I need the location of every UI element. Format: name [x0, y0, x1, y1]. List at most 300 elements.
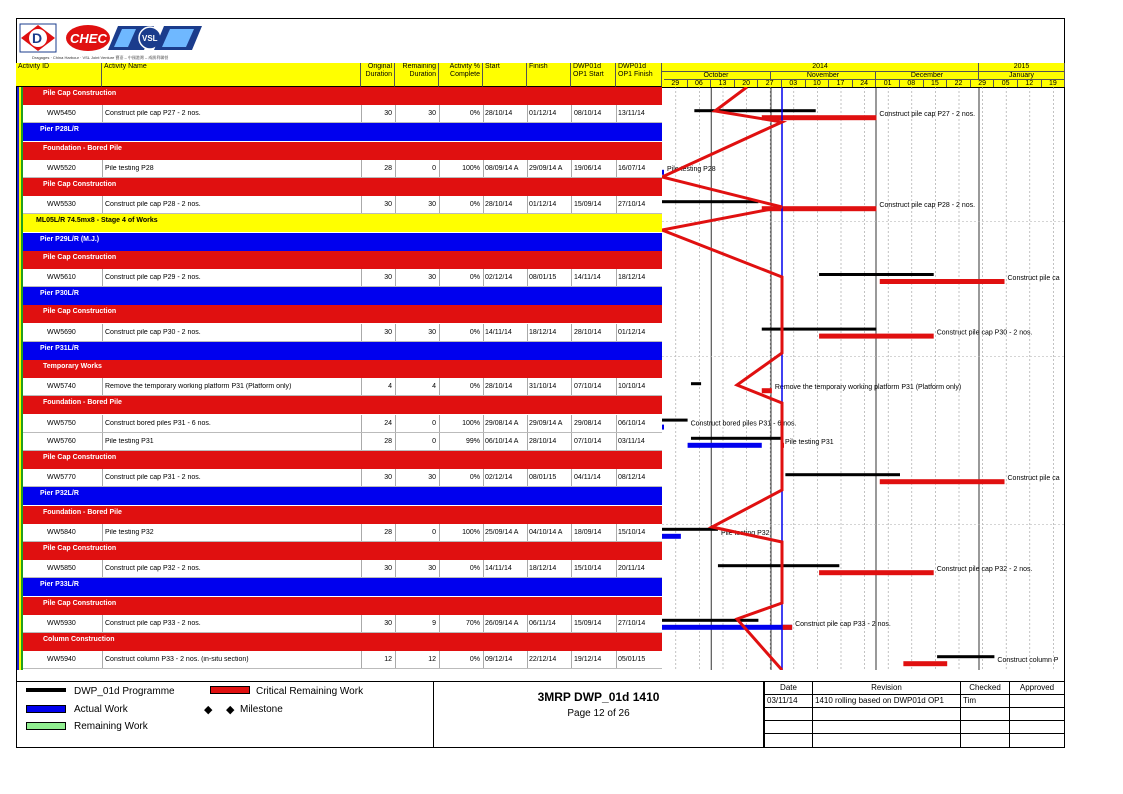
- column-divider: [483, 415, 484, 432]
- logo-vsl-text: VSL: [142, 34, 158, 43]
- critical-remaining-bar: [880, 479, 1005, 484]
- cell-op1-start: 19/12/14: [574, 656, 602, 664]
- programme-bar: [785, 473, 900, 476]
- revision-empty-cell: [961, 708, 1010, 721]
- cell-activity-name: Pile testing P31: [105, 437, 154, 445]
- column-divider: [527, 160, 528, 177]
- cell-activity-name: Construct bored piles P31 - 6 nos.: [105, 419, 211, 427]
- timescale-week: 24: [853, 79, 877, 87]
- gantt-bar-label: Pile testing P28: [667, 165, 716, 173]
- column-divider: [483, 651, 484, 668]
- actual-work-bar: [688, 443, 762, 448]
- group-band[interactable]: [23, 233, 662, 251]
- cell-finish: 31/10/14: [529, 383, 557, 391]
- timescale-week: 29: [664, 79, 688, 87]
- progress-line: [662, 87, 782, 670]
- timescale-week: 20: [735, 79, 759, 87]
- cell-op1-finish: 16/07/14: [618, 164, 646, 172]
- cell-remaining-duration: 30: [428, 474, 436, 482]
- group-band[interactable]: [23, 451, 662, 469]
- cell-activity-id: WW5760: [47, 437, 76, 445]
- cell-original-duration: 30: [384, 274, 392, 281]
- critical-remaining-bar: [819, 334, 934, 339]
- programme-bar: [662, 200, 758, 203]
- title-block: [434, 681, 764, 748]
- column-divider: [527, 524, 528, 541]
- cell-original-duration: 28: [384, 437, 392, 445]
- cell-op1-finish: 20/11/14: [618, 565, 645, 573]
- cell-activity-complete: 70%: [465, 619, 480, 627]
- column-divider: [527, 105, 528, 122]
- group-band[interactable]: [23, 251, 662, 269]
- cell-op1-start: 15/09/14: [574, 619, 602, 627]
- critical-remaining-bar: [819, 570, 934, 575]
- group-band[interactable]: [23, 633, 662, 651]
- group-band-label: Pier P33L/R: [40, 581, 79, 589]
- cell-activity-id: WW5690: [47, 328, 76, 336]
- logo-d-letter: D: [32, 30, 43, 46]
- revision-header-checked: Checked: [961, 682, 1010, 695]
- column-divider: [527, 415, 528, 432]
- group-band[interactable]: [23, 360, 662, 378]
- cell-activity-name: Construct pile cap P32 - 2 nos.: [105, 565, 201, 573]
- cell-op1-start: 19/06/14: [574, 164, 602, 172]
- timescale-week: 17: [829, 79, 853, 87]
- cell-start: 02/12/14: [485, 474, 513, 482]
- cell-start: 14/11/14: [485, 565, 512, 573]
- page-number: Page 12 of 26: [567, 708, 630, 719]
- timescale-week: 06: [688, 79, 712, 87]
- revision-row-checked: Tim: [961, 695, 1010, 708]
- cell-activity-name: Construct pile cap P33 - 2 nos.: [105, 619, 201, 627]
- revision-empty-cell: [961, 734, 1010, 748]
- cell-op1-finish: 01/12/14: [618, 328, 646, 336]
- cell-original-duration: 28: [384, 164, 392, 172]
- column-divider: [616, 196, 617, 213]
- cell-original-duration: 12: [384, 656, 392, 664]
- group-band[interactable]: [23, 597, 662, 615]
- cell-op1-start: 07/10/14: [574, 383, 602, 391]
- legend-programme-swatch: [26, 688, 66, 692]
- group-band[interactable]: [23, 87, 662, 105]
- critical-remaining-bar: [903, 661, 947, 666]
- column-divider: [571, 415, 572, 432]
- cell-op1-finish: 08/12/14: [618, 474, 646, 482]
- column-divider: [483, 196, 484, 213]
- column-divider: [483, 105, 484, 122]
- gantt-bar-label: Construct pile cap P28 - 2 nos.: [879, 202, 976, 210]
- column-divider: [616, 378, 617, 395]
- cell-activity-name: Construct pile cap P29 - 2 nos.: [105, 274, 201, 281]
- cell-activity-id: WW5450: [47, 110, 76, 118]
- column-divider: [571, 469, 572, 486]
- actual-work-bar: [662, 625, 792, 630]
- column-divider: [571, 433, 572, 450]
- cell-op1-start: 18/09/14: [574, 528, 602, 536]
- group-band[interactable]: [23, 342, 662, 360]
- table-row[interactable]: [23, 415, 662, 433]
- column-divider: [616, 651, 617, 668]
- column-divider: [483, 469, 484, 486]
- cell-op1-finish: 27/10/14: [618, 619, 646, 627]
- gantt-bar-label: Pile testing P32: [720, 529, 770, 537]
- cell-remaining-duration: 0: [432, 419, 436, 427]
- cell-original-duration: 28: [384, 528, 392, 536]
- column-divider: [571, 269, 572, 286]
- header-original-duration-line1: Original: [367, 63, 392, 70]
- programme-bar: [937, 655, 994, 658]
- cell-finish: 01/12/14: [529, 110, 557, 118]
- column-divider: [616, 415, 617, 432]
- programme-bar: [718, 564, 839, 567]
- cell-remaining-duration: 30: [428, 328, 436, 336]
- group-band[interactable]: [23, 142, 662, 160]
- group-band[interactable]: [23, 178, 662, 196]
- group-band-label: Column Construction: [43, 636, 115, 643]
- legend-programme-label: DWP_01d Programme: [74, 686, 175, 697]
- timescale-year-2014: 2014: [662, 63, 979, 71]
- gantt-bar-label: Construct pile cap P32 - 2 nos.: [936, 566, 1033, 574]
- header-activity-id[interactable]: Activity ID: [16, 63, 102, 87]
- group-band-label: Pile Cap Construction: [43, 308, 117, 316]
- column-divider: [483, 524, 484, 541]
- programme-bar: [691, 437, 782, 440]
- legend-milestone-label: Milestone: [240, 704, 283, 715]
- cell-activity-complete: 100%: [462, 164, 480, 172]
- group-band-label: Foundation - Bored Pile: [43, 508, 122, 516]
- cell-activity-id: WW5850: [47, 565, 76, 573]
- cell-activity-complete: 0%: [469, 328, 480, 336]
- cell-start: 08/09/14 A: [485, 164, 519, 172]
- cell-activity-id: WW5610: [47, 274, 76, 281]
- cell-activity-complete: 99%: [465, 437, 480, 445]
- actual-work-bar: [662, 425, 664, 430]
- revision-empty-cell: [813, 708, 961, 721]
- cell-activity-id: WW5840: [47, 528, 76, 536]
- timescale-week: 12: [1018, 79, 1042, 87]
- timescale-week: 01: [876, 79, 900, 87]
- gantt-bar-label: Construct column P: [997, 657, 1059, 665]
- column-divider: [616, 160, 617, 177]
- cell-start: 26/09/14 A: [485, 619, 519, 627]
- revision-empty-cell: [1010, 708, 1065, 721]
- programme-bar: [819, 273, 934, 276]
- legend-milestone-diamond-icon: ◆: [204, 704, 213, 716]
- revision-table: [764, 681, 1065, 748]
- revision-empty-cell: [1010, 734, 1065, 748]
- column-divider: [527, 651, 528, 668]
- table-row[interactable]: [23, 651, 662, 669]
- revision-empty-cell: [764, 708, 813, 721]
- cell-activity-name: Construct column P33 - 2 nos. (in-situ section): [105, 656, 249, 664]
- cell-remaining-duration: 30: [428, 274, 436, 281]
- cell-op1-start: 15/09/14: [574, 201, 602, 209]
- header-activity-name[interactable]: Activity Name: [102, 63, 361, 87]
- group-band-label: ML05L/R 74.5mx8 - Stage 4 of Works: [36, 217, 158, 225]
- revision-header-revision: Revision: [813, 682, 961, 695]
- revision-empty-cell: [764, 721, 813, 734]
- cell-activity-complete: 0%: [469, 656, 480, 664]
- cell-remaining-duration: 0: [432, 528, 436, 536]
- cell-start: 28/10/14: [485, 110, 513, 118]
- actual-work-bar: [662, 534, 681, 539]
- programme-bar: [662, 619, 758, 622]
- column-divider: [527, 433, 528, 450]
- cell-activity-id: WW5770: [47, 474, 76, 482]
- timescale-week: 13: [711, 79, 735, 87]
- table-row[interactable]: [23, 524, 662, 542]
- cell-activity-complete: 0%: [469, 274, 480, 281]
- timescale-month-december: December: [876, 71, 979, 79]
- cell-op1-finish: 15/10/14: [618, 528, 646, 536]
- gantt-bar-label: Remove the temporary working platform P31 (Platform only): [774, 384, 962, 392]
- cell-finish: 08/01/15: [529, 274, 557, 281]
- cell-activity-complete: 0%: [469, 565, 480, 573]
- cell-remaining-duration: 12: [428, 656, 436, 664]
- header-op1-finish[interactable]: [616, 63, 662, 87]
- header-remaining-duration-line1: Remaining: [402, 63, 436, 70]
- timescale-week: 05: [994, 79, 1018, 87]
- critical-remaining-bar: [880, 279, 1005, 284]
- table-row[interactable]: [23, 196, 662, 214]
- group-band-label: Pile Cap Construction: [43, 599, 117, 607]
- cell-finish: 01/12/14: [529, 201, 557, 209]
- gantt-svg: [662, 87, 1065, 670]
- programme-bar: [662, 419, 688, 422]
- cell-activity-name: Construct pile cap P31 - 2 nos.: [105, 474, 201, 482]
- cell-finish: 08/01/15: [529, 474, 557, 482]
- programme-bar: [691, 382, 701, 385]
- table-row[interactable]: [23, 378, 662, 396]
- gantt-chart: [662, 87, 1065, 670]
- column-divider: [571, 378, 572, 395]
- gantt-timescale: [662, 63, 1065, 88]
- cell-remaining-duration: 30: [428, 201, 436, 209]
- cell-start: 28/10/14: [485, 383, 513, 391]
- group-band[interactable]: [23, 305, 662, 323]
- column-divider: [527, 615, 528, 632]
- column-divider: [616, 524, 617, 541]
- table-row[interactable]: [23, 324, 662, 342]
- timescale-year-2015: 2015: [979, 63, 1065, 71]
- timescale-week: 19: [1042, 79, 1066, 87]
- timescale-week: 15: [924, 79, 948, 87]
- legend-remaining-swatch: [26, 722, 66, 730]
- header-finish[interactable]: Finish: [527, 63, 571, 87]
- header-original-duration[interactable]: [361, 63, 395, 87]
- column-divider: [527, 269, 528, 286]
- cell-activity-complete: 0%: [469, 201, 480, 209]
- cell-activity-complete: 0%: [469, 383, 480, 391]
- document-title: 3MRP DWP_01d 1410: [537, 690, 660, 704]
- table-row[interactable]: [23, 433, 662, 451]
- group-band[interactable]: [23, 287, 662, 305]
- timescale-week: 22: [947, 79, 971, 87]
- logo-chec-text: CHEC: [70, 31, 107, 46]
- legend-actual-swatch: [26, 705, 66, 713]
- group-band-label: Pier P31L/R: [40, 344, 79, 352]
- cell-activity-complete: 0%: [469, 110, 480, 118]
- group-band-label: Pier P30L/R: [40, 290, 79, 298]
- cell-activity-id: WW5930: [47, 619, 76, 627]
- company-logos-icon: [18, 20, 278, 56]
- column-divider: [616, 560, 617, 577]
- revision-header-approved: Approved: [1010, 682, 1065, 695]
- cell-remaining-duration: 9: [432, 619, 436, 627]
- column-divider: [616, 615, 617, 632]
- revision-row-revision: 1410 rolling based on DWP01d OP1: [813, 695, 961, 708]
- timescale-week: 10: [806, 79, 830, 87]
- column-divider: [483, 160, 484, 177]
- column-divider: [616, 105, 617, 122]
- column-divider: [483, 615, 484, 632]
- cell-remaining-duration: 4: [432, 383, 436, 391]
- group-band-label: Temporary Works: [43, 363, 102, 370]
- group-band[interactable]: [23, 396, 662, 414]
- cell-op1-finish: 06/10/14: [618, 419, 646, 427]
- group-band-label: Pile Cap Construction: [43, 454, 117, 461]
- header-activity-complete-line2: Complete: [450, 71, 480, 78]
- cell-finish: 18/12/14: [529, 328, 557, 336]
- column-divider: [616, 469, 617, 486]
- gantt-bar-label: Construct pile cap P27 - 2 nos.: [879, 111, 976, 119]
- cell-original-duration: 30: [384, 328, 392, 336]
- cell-op1-start: 29/08/14: [574, 419, 602, 427]
- group-band-label: Foundation - Bored Pile: [43, 144, 122, 152]
- timescale-week: 08: [900, 79, 924, 87]
- cell-original-duration: 30: [384, 201, 392, 209]
- table-row[interactable]: [23, 615, 662, 633]
- group-band[interactable]: [23, 214, 662, 232]
- cell-activity-name: Pile testing P32: [105, 528, 154, 536]
- group-band-label: Pier P28L/R: [40, 126, 79, 134]
- group-band-label: Foundation - Bored Pile: [43, 399, 122, 407]
- gantt-bar-label: Pile testing P31: [785, 438, 834, 446]
- column-divider: [527, 469, 528, 486]
- table-row[interactable]: [23, 160, 662, 178]
- group-band-label: Pier P32L/R: [40, 490, 79, 498]
- legend-actual-label: Actual Work: [74, 704, 128, 715]
- header-activity-complete-line1: Activity %: [449, 63, 480, 70]
- cell-original-duration: 24: [384, 419, 392, 427]
- gantt-bar-label: Construct bored piles P31 - 6 nos.: [690, 420, 797, 428]
- cell-activity-complete: 100%: [462, 419, 480, 427]
- cell-activity-name: Pile testing P28: [105, 164, 154, 172]
- revision-empty-cell: [813, 721, 961, 734]
- cell-original-duration: 30: [384, 565, 392, 573]
- critical-remaining-bar: [782, 625, 792, 630]
- cell-start: 14/11/14: [485, 328, 512, 336]
- column-divider: [571, 324, 572, 341]
- header-activity-complete[interactable]: [439, 63, 483, 87]
- cell-start: 29/08/14 A: [485, 419, 519, 427]
- group-band[interactable]: [23, 542, 662, 560]
- cell-op1-start: 08/10/14: [574, 110, 602, 118]
- group-band[interactable]: [23, 487, 662, 505]
- header-op1-start[interactable]: [571, 63, 616, 87]
- header-op1-start-line2: OP1 Start: [573, 71, 604, 78]
- column-divider: [616, 269, 617, 286]
- column-divider: [483, 560, 484, 577]
- column-divider: [571, 651, 572, 668]
- cell-remaining-duration: 30: [428, 110, 436, 118]
- cell-original-duration: 30: [384, 474, 392, 482]
- cell-activity-id: WW5520: [47, 164, 76, 172]
- cell-start: 02/12/14: [485, 274, 513, 281]
- column-divider: [527, 324, 528, 341]
- revision-empty-cell: [961, 721, 1010, 734]
- legend: [16, 681, 434, 748]
- header-remaining-duration[interactable]: [395, 63, 439, 87]
- column-divider: [571, 160, 572, 177]
- cell-finish: 04/10/14 A: [529, 528, 563, 536]
- header-op1-start-line1: DWP01d: [573, 63, 602, 70]
- cell-activity-complete: 0%: [469, 474, 480, 482]
- cell-finish: 22/12/14: [529, 656, 557, 664]
- table-row[interactable]: [23, 469, 662, 487]
- revision-empty-cell: [1010, 721, 1065, 734]
- column-divider: [571, 105, 572, 122]
- cell-activity-name: Construct pile cap P28 - 2 nos.: [105, 201, 201, 209]
- legend-remaining-label: Remaining Work: [74, 721, 148, 732]
- gantt-bar-label: Construct pile ca: [1007, 275, 1060, 282]
- column-divider: [571, 524, 572, 541]
- cell-finish: 06/11/14: [529, 619, 556, 627]
- gantt-bar-label: Construct pile cap P33 - 2 nos.: [795, 620, 891, 628]
- revision-row-date: 03/11/14: [764, 695, 813, 708]
- group-band-label: Pile Cap Construction: [43, 253, 117, 261]
- cell-start: 09/12/14: [485, 656, 513, 664]
- table-row[interactable]: [23, 269, 662, 287]
- header-original-duration-line2: Duration: [365, 71, 392, 78]
- cell-activity-name: Construct pile cap P30 - 2 nos.: [105, 328, 201, 336]
- cell-op1-start: 28/10/14: [574, 328, 602, 336]
- cell-start: 06/10/14 A: [485, 437, 519, 445]
- timescale-week: 03: [782, 79, 806, 87]
- timescale-week: 27: [758, 79, 782, 87]
- cell-remaining-duration: 30: [428, 565, 436, 573]
- header-remaining-duration-line2: Duration: [409, 71, 436, 78]
- group-band[interactable]: [23, 506, 662, 524]
- cell-activity-id: WW5740: [47, 383, 76, 391]
- cell-activity-id: WW5530: [47, 201, 76, 209]
- group-band-label: Pile Cap Construction: [43, 181, 117, 188]
- column-divider: [571, 196, 572, 213]
- group-band[interactable]: [23, 123, 662, 141]
- column-divider: [527, 196, 528, 213]
- header-start[interactable]: Start: [483, 63, 527, 87]
- cell-remaining-duration: 0: [432, 437, 436, 445]
- revision-header-date: Date: [764, 682, 813, 695]
- critical-remaining-bar: [762, 115, 877, 120]
- critical-remaining-bar: [762, 388, 772, 393]
- gantt-bar-label: Construct pile cap P30 - 2 nos.: [936, 329, 1033, 337]
- cell-op1-finish: 10/10/14: [618, 383, 646, 391]
- revision-empty-cell: [764, 734, 813, 748]
- cell-op1-start: 04/11/14: [574, 474, 601, 482]
- table-row[interactable]: [23, 560, 662, 578]
- gantt-bar-label: Construct pile ca: [1007, 475, 1060, 483]
- cell-op1-finish: 18/12/14: [618, 274, 646, 281]
- timescale-month-november: November: [771, 71, 876, 79]
- timescale-month-january: January: [979, 71, 1065, 79]
- group-band[interactable]: [23, 578, 662, 596]
- column-divider: [571, 560, 572, 577]
- table-row[interactable]: [23, 105, 662, 123]
- column-divider: [616, 433, 617, 450]
- cell-start: 28/10/14: [485, 201, 513, 209]
- cell-original-duration: 30: [384, 110, 392, 118]
